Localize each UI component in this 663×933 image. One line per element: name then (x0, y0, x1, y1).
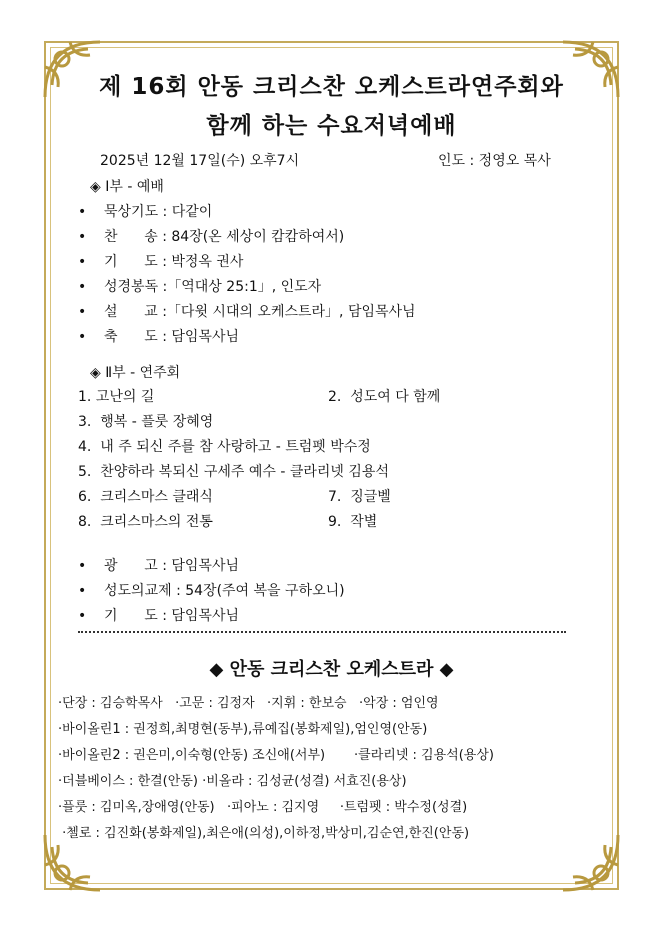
list-item (78, 580, 345, 600)
member-line: ·단장 : 김승학목사 ·고문 : 김정자 ·지휘 : 한보승 ·악장 : 엄인영 (58, 696, 439, 711)
bullet: • (78, 304, 87, 320)
program-item: 9. 작별 (328, 514, 378, 530)
bullet: • (78, 329, 87, 345)
item-text: 성도의교제 : 54장(주여 복을 구하오니) (104, 583, 345, 599)
title-line-2: 함께 하는 수요저녁예배 (206, 113, 457, 139)
program-item: 5. 찬양하라 복되신 구세주 예수 - 클라리넷 김용석 (78, 464, 389, 480)
list-item (78, 201, 212, 221)
orchestra-title: ◆ 안동 크리스찬 오케스트라 ◆ (209, 659, 454, 680)
bullet: • (78, 279, 87, 295)
bullet: • (78, 558, 87, 574)
program-item: 1. 고난의 길 (78, 389, 155, 405)
dotted-divider (78, 631, 566, 633)
corner-ornament-bottom-right (553, 825, 623, 895)
program-item: 3. 행복 - 플룻 장혜영 (78, 414, 214, 430)
list-item (78, 276, 321, 296)
title-line-1: 제 16회 안동 크리스찬 오케스트라연주회와 (99, 74, 564, 100)
event-leader: 인도 : 정영오 목사 (438, 153, 551, 169)
bullet: • (78, 254, 87, 270)
member-line: ·더블베이스 : 한결(안동) ·비올라 : 김성균(성결) 서효진(용상) (58, 774, 407, 789)
program-item: 6. 크리스마스 클래식 (78, 489, 213, 505)
item-text: 찬 송 : 84장(온 세상이 캄캄하여서) (104, 229, 345, 245)
member-line: ·플룻 : 김미옥,장애영(안동) ·피아노 : 김지영 ·트럼펫 : 박수정(성결) (58, 800, 468, 815)
member-line: ·첼로 : 김진화(봉화제일),최은애(의성),이하정,박상미,김순연,한진(안동) (58, 826, 470, 841)
program-item: 4. 내 주 되신 주를 참 사랑하고 - 트럼펫 박수정 (78, 439, 371, 455)
list-item (78, 251, 243, 271)
member-line: ·바이올린1 : 권정희,최명현(동부),류예집(봉화제일),엄인영(안동) (58, 722, 428, 737)
part2-heading: ◈ Ⅱ부 - 연주회 (90, 365, 181, 381)
program-item: 7. 징글벨 (328, 489, 391, 505)
item-text: 광 고 : 담임목사님 (104, 558, 239, 574)
item-text: 축 도 : 담임목사님 (104, 329, 239, 345)
event-datetime: 2025년 12월 17일(수) 오후7시 (100, 153, 300, 169)
bullet: • (78, 583, 87, 599)
program-item: 8. 크리스마스의 전통 (78, 514, 213, 530)
list-item (78, 226, 344, 246)
item-text: 기 도 : 박정옥 권사 (104, 254, 244, 270)
list-item (78, 555, 239, 575)
item-text: 성경봉독 :「역대상 25:1」, 인도자 (104, 279, 322, 295)
list-item (78, 605, 239, 625)
item-text: 기 도 : 담임목사님 (104, 608, 239, 624)
bullet: • (78, 608, 87, 624)
item-text: 묵상기도 : 다같이 (104, 204, 213, 220)
bullet: • (78, 229, 87, 245)
part1-heading: ◈ Ⅰ부 - 예배 (90, 179, 164, 195)
program-item: 2. 성도여 다 함께 (328, 389, 441, 405)
list-item (78, 326, 239, 346)
item-text: 설 교 :「다윗 시대의 오케스트라」, 담임목사님 (104, 304, 416, 320)
member-line: ·바이올린2 : 권은미,이숙형(안동) 조신애(서부) ·클라리넷 : 김용석(용상) (58, 748, 494, 763)
bullet: • (78, 204, 87, 220)
list-item (78, 301, 416, 321)
